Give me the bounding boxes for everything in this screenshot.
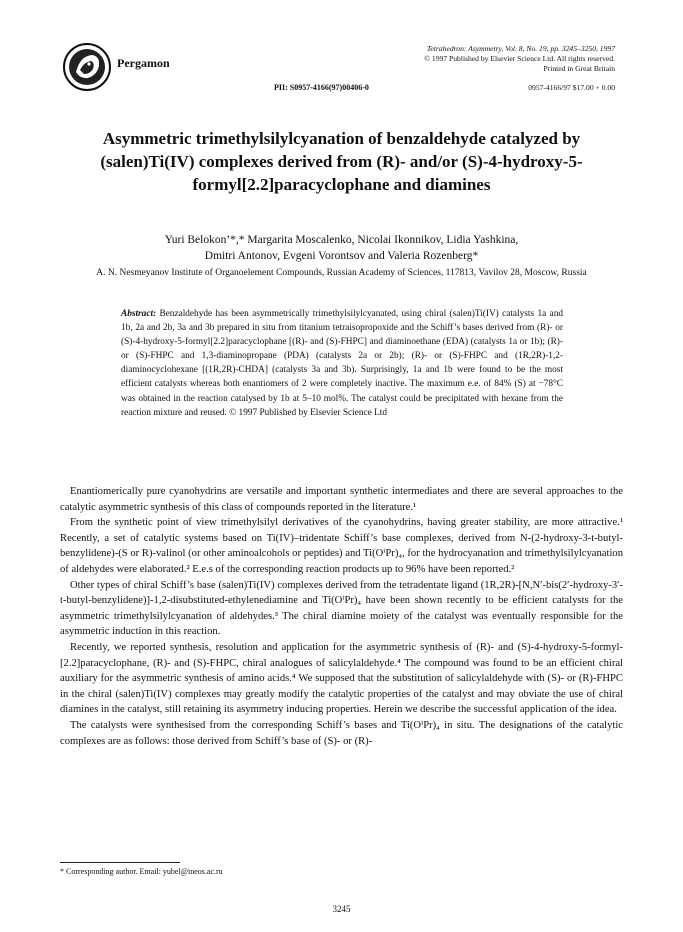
author-list — [60, 232, 623, 264]
printed-line: Printed in Great Britain — [543, 64, 615, 74]
body-text — [60, 484, 623, 749]
author-line-2: Dmitri Antonov, Evgeni Vorontsov and Valeria Rozenberg* — [204, 250, 479, 262]
journal-citation: Tetrahedron: Asymmetry, Vol. 8, No. 19, pp. 3245–3250, 1997 — [426, 44, 615, 53]
paragraph-4: Recently, we reported synthesis, resolution and application for the asymmetric synthesis of (R)- and (S)-4-hydroxy-5-formyl-[2.2]paracyclophane, (R)- and (S)-FHPC, chiral analogues of salicylaldehyde.⁴ The compound was found to be an efficient chiral auxiliary for the asymmetric synthesis of amino acids.⁴ We supposed that the substitution of salicylaldehyde with (S)- or (R)-FHPC in the chiral (salen)Ti(IV) complexes may greatly modify the catalytic properties of the catalyst and may obviate the use of chiral diamines in the catalyst, still retaining its asymmetry inducing properties. Herein we describe the successful application of the idea. — [60, 641, 623, 716]
paragraph-2: From the synthetic point of view trimethylsilyl derivatives of the cyanohydrins, having greater stability, are more attractive.¹ Recently, a set of catalytic systems based on Ti(IV)–tridentate Schiff’s base complexes, derived from N-(2-hydroxy-3-t-butyl-benzylidene)-(S or R)-valinol (or other aminoalcohols or peptides) and Ti(OⁱPr)₄, for the hydrocyanation and trimethylsilylcyanation of aldehydes were elaborated.² E.e.s of the corresponding reaction products up to 96% have been reported.² — [60, 517, 623, 575]
abstract-text: Benzaldehyde has been asymmetrically trimethylsilylcyanated, using chiral (salen)Ti(IV) catalysts 1a and 1b, 2a and 2b, 3a and 3b prepared in situ from titanium tetraisopropoxide and the Schiff’s bases derived from (R)- or (S)-4-hydroxy-5-formyl[2.2]paracyclophane [(R)- and (S)-FHPC] and diaminoethane (EDA) (catalysts 1a or 1b); (R)- or (S)-FHPC and 1,3-diaminopropane (PDA) (catalysts 2a or 2b); (R)- or (S)-FHPC and (1R,2R)-1,2-diaminocyclohexane [(1R,2R)-CHDA] (catalysts 3a and 3b). Surprisingly, 1a and 1b were found to be the most efficient catalysts whereas both enantiomers of 2 were completely inactive. The maximum e.e. of 84% (S) at −78°C was obtained in the reaction catalysed by 1b at 5–10 mol%. The catalyst could be precipitated with hexane from the reaction mixture and reused. © 1997 Published by Elsevier Science Ltd — [121, 309, 563, 418]
affiliation: A. N. Nesmeyanov Institute of Organoelement Compounds, Russian Academy of Sciences, 117813, Vavilov 28, Moscow, Russia — [96, 268, 587, 278]
abstract-label: Abstract: — [121, 309, 157, 319]
paragraph-3: Other types of chiral Schiff’s base (salen)Ti(IV) complexes derived from the tetradentate ligand (1R,2R)-[N,N′-bis(2′-hydroxy-3′-t-butyl-benzylidene)]-1,2-disubstituted-ethylenediamine and Ti(OⁱPr)₄ have been shown recently to be efficient catalysts for the asymmetric trimethylsilylcyanation of aldehydes.³ The chiral diamine moiety of the catalyst was eventually responsible for the asymmetric induction in this reaction. — [60, 579, 623, 638]
author-line-1: Yuri Belokon’*,* Margarita Moscalenko, Nicolai Ikonnikov, Lidia Yashkina, — [164, 234, 519, 246]
price-code: 0957-4166/97 $17.00 + 0.00 — [528, 83, 615, 92]
pergamon-logo — [62, 42, 112, 92]
publisher-name: Pergamon — [117, 56, 170, 70]
footnote: * Corresponding author. Email: yubel@ineos.ac.ru — [60, 867, 223, 876]
journal-info — [355, 44, 615, 75]
paper-title: Asymmetric trimethylsilylcyanation of benzaldehyde catalyzed by (salen)Ti(IV) complexes derived from (R)- and/or (S)-4-hydroxy-5-formyl[2.2]paracyclophane and diamines — [100, 129, 583, 194]
paragraph-1: Enantiomerically pure cyanohydrins are versatile and important synthetic intermediates and there are several approaches to the catalytic asymmetric synthesis of this class of compounds reported in the literature.¹ — [60, 486, 623, 513]
pii-code: PII: S0957-4166(97)00406-0 — [274, 83, 369, 92]
footnote-rule — [60, 862, 180, 863]
paragraph-5: The catalysts were synthesised from the corresponding Schiff’s bases and Ti(OⁱPr)₄ in situ. The designations of the catalytic complexes are as follows: those derived from Schiff’s base of (S)- or (R)- — [60, 719, 623, 747]
abstract — [121, 307, 563, 420]
copyright-line: © 1997 Published by Elsevier Science Ltd. All rights reserved. — [424, 54, 615, 64]
page-number: 3245 — [332, 904, 351, 914]
